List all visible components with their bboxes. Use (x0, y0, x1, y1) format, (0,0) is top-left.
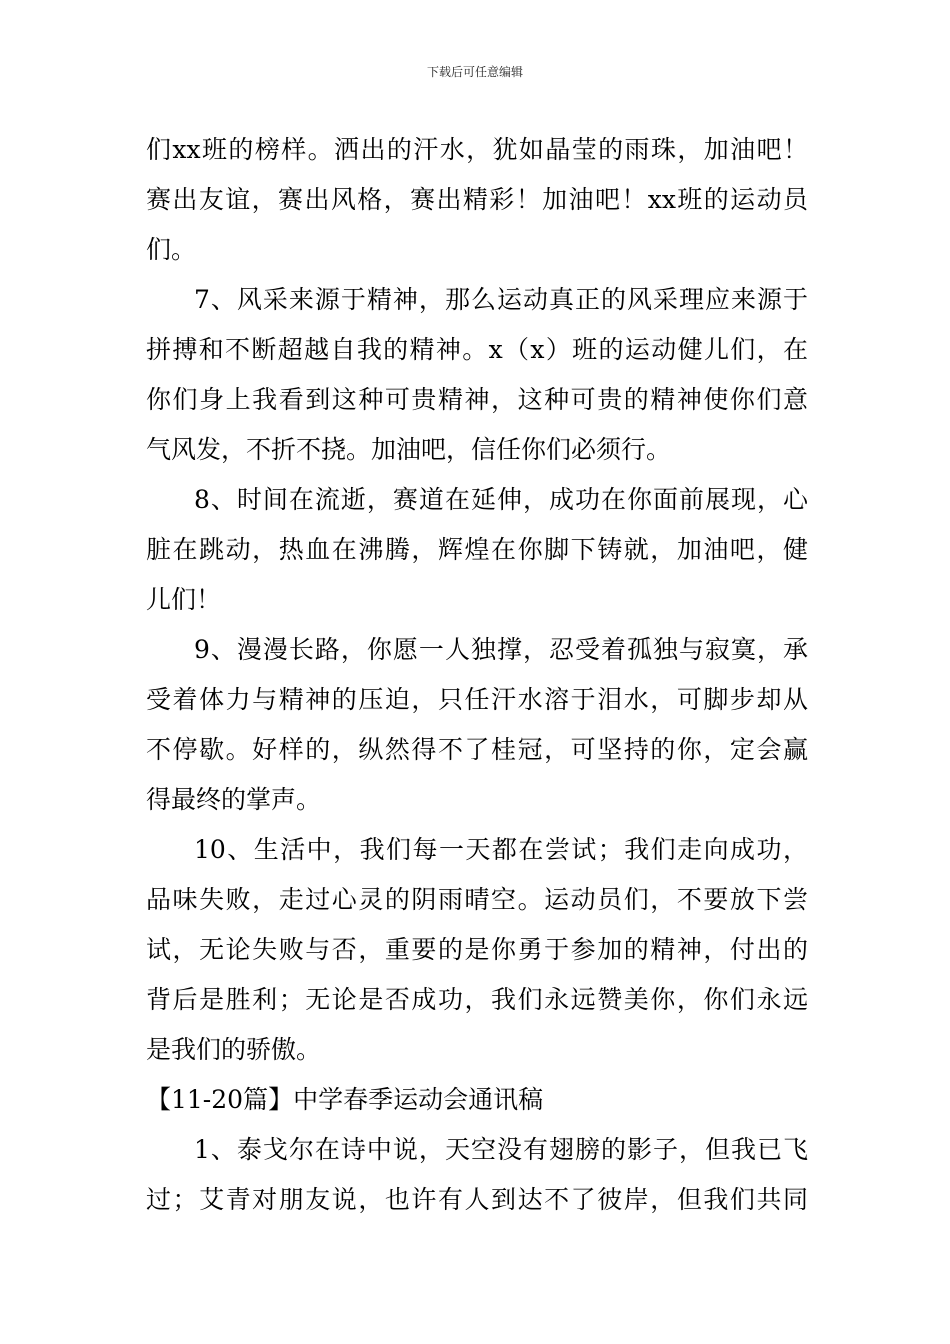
text-line: 10、生活中，我们每一天都在尝试；我们走向成功， (194, 835, 808, 864)
text-line: 脏在跳动，热血在沸腾，辉煌在你脚下铸就，加油吧，健 (146, 535, 808, 564)
section-heading (146, 1075, 808, 1125)
text-line: 7、风采来源于精神，那么运动真正的风采理应来源于 (194, 285, 808, 314)
text-line: 品味失败，走过心灵的阴雨晴空。运动员们，不要放下尝 (146, 885, 808, 914)
text-line: 拼搏和不断超越自我的精神。x（x）班的运动健儿们，在 (146, 335, 808, 364)
text-line: 8、时间在流逝，赛道在延伸，成功在你面前展现，心 (194, 485, 808, 514)
page-header-note: 下载后可任意编辑 (426, 65, 523, 79)
paragraph-item-1 (146, 1125, 808, 1225)
text-line: 们。 (146, 235, 197, 264)
text-line: 不停歇。好样的，纵然得不了桂冠，可坚持的你，定会赢 (146, 735, 808, 764)
text-line: 气风发，不折不挠。加油吧，信任你们必须行。 (146, 435, 672, 464)
text-line: 你们身上我看到这种可贵精神，这种可贵的精神使你们意 (146, 385, 808, 414)
text-line: 受着体力与精神的压迫，只任汗水溶于泪水，可脚步却从 (146, 685, 808, 714)
text-line: 过；艾青对朋友说，也许有人到达不了彼岸，但我们共同 (146, 1185, 808, 1214)
text-line: 试，无论失败与否，重要的是你勇于参加的精神，付出的 (146, 935, 808, 964)
paragraph-item-10 (146, 825, 808, 1075)
text-line: 得最终的掌声。 (146, 785, 322, 814)
text-line: 赛出友谊，赛出风格，赛出精彩！加油吧！xx班的运动员 (146, 185, 808, 214)
paragraph-item-8 (146, 475, 808, 625)
document-body (146, 125, 808, 1225)
text-line: 9、漫漫长路，你愿一人独撑，忍受着孤独与寂寞，承 (194, 635, 808, 664)
text-line: 是我们的骄傲。 (146, 1035, 322, 1064)
section-heading-text: 【11-20篇】中学春季运动会通讯稿 (146, 1085, 544, 1114)
text-line: 们xx班的榜样。洒出的汗水，犹如晶莹的雨珠，加油吧！ (146, 135, 808, 164)
paragraph-item-7 (146, 275, 808, 475)
paragraph-continuation (146, 125, 808, 275)
paragraph-item-9 (146, 625, 808, 825)
text-line: 1、泰戈尔在诗中说，天空没有翅膀的影子，但我已飞 (194, 1135, 808, 1164)
text-line: 儿们！ (146, 585, 222, 614)
text-line: 背后是胜利；无论是否成功，我们永远赞美你，你们永远 (146, 985, 808, 1014)
